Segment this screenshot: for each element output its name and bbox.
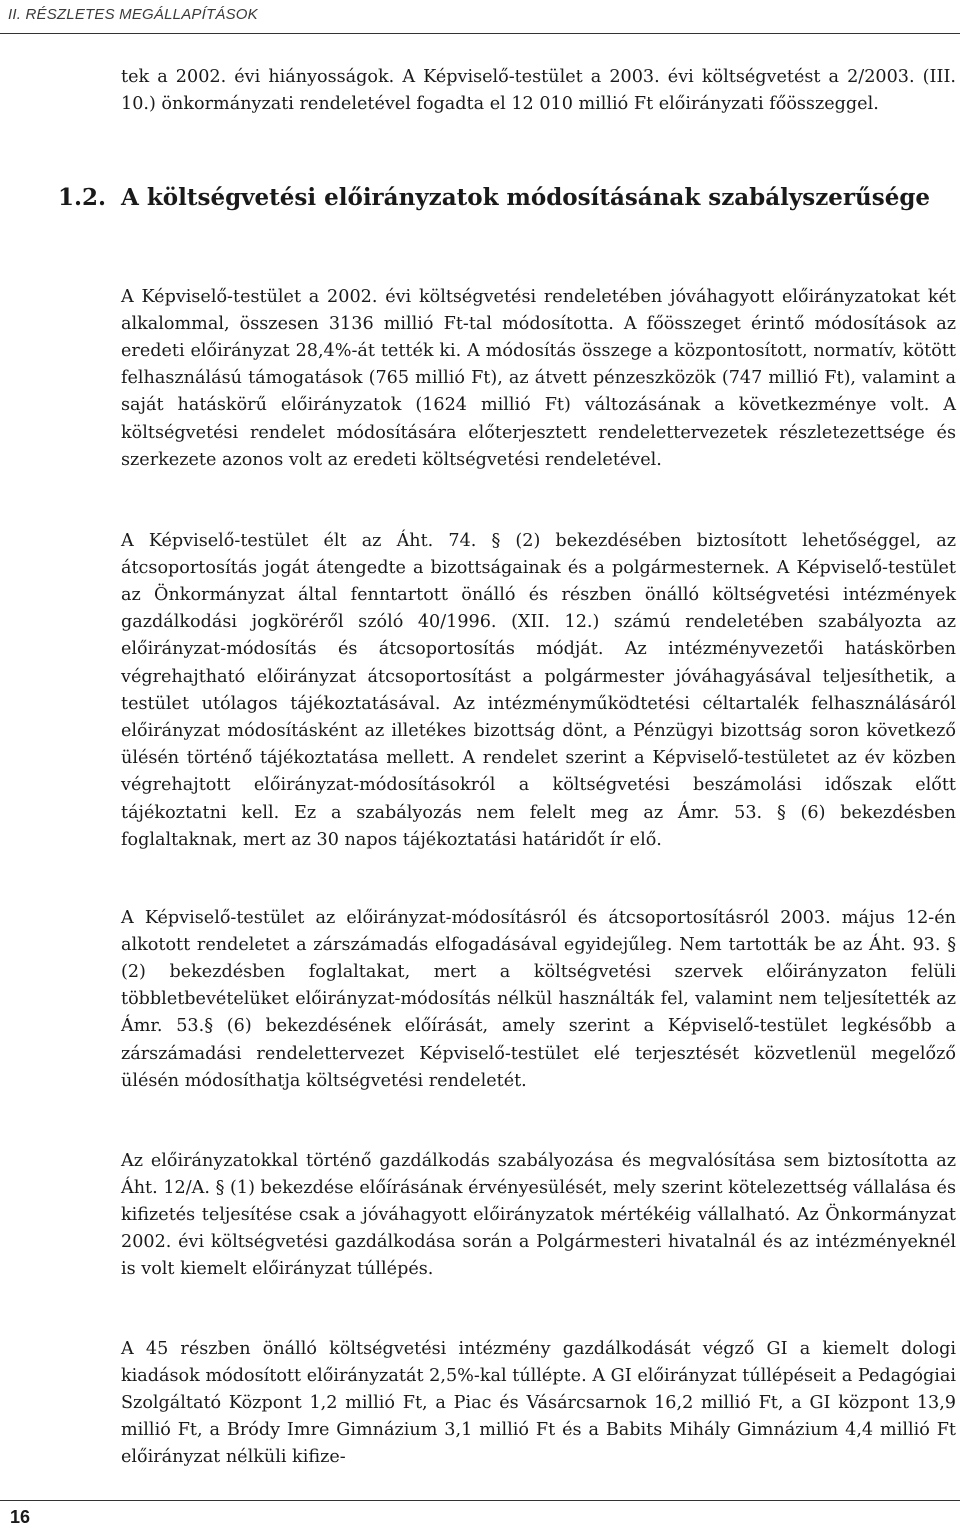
- section-heading: [58, 182, 958, 214]
- page-footer: [0, 1500, 960, 1535]
- paragraph-decree-2003: [121, 887, 956, 1113]
- page-number: 16: [10, 1507, 31, 1527]
- section-number: 1.2.: [58, 184, 107, 211]
- running-header: [0, 0, 960, 34]
- paragraph-reallocation-rights: [121, 510, 956, 872]
- section-title: A költségvetési előirányzatok módosításának szabályszerűsége: [121, 184, 931, 211]
- paragraph-appropriation-management: [121, 1130, 956, 1301]
- paragraph: A Képviselő-testület az előirányzat-módosításról és átcsoportosításról 2003. május 12-én alkotott rendeletet a zárszámadás elfogadásával egyidejűleg. Nem tartották be az Áht. 93. § (2) bekezdésben foglaltakat, mert a költségvetési szervek előirányzaton felüli többletbevételüket előirányzat-módosítás nélkül használták fel, valamint nem teljesítették az Ámr. 53.§ (6) bekezdésének előírását, amely szerint a Képviselő-testület legkésőbb a zárszámadási rendelettervezet Képviselő-testület elé terjesztését közvetlenül megelőző ülésén módosíthatja költségvetési rendeletét.: [121, 907, 956, 1091]
- paragraph-modifications: [121, 266, 956, 492]
- paragraph: A 45 részben önálló költségvetési intézmény gazdálkodását végző GI a kiemelt dologi kiadások módosított előirányzatát 2,5%-kal túllépte. A GI előirányzat túllépéseit a Pedagógiai Szolgáltató Központ 1,2 millió Ft, a Piac és Vásárcsarnok 16,2 millió Ft, a GI központ 13,9 millió Ft, a Bródy Imre Gimnázium 3,1 millió Ft és a Babits Mihály Gimnázium 4,4 millió Ft előirányzat nélküli kifize-: [121, 1338, 956, 1468]
- paragraph: A Képviselő-testület a 2002. évi költségvetési rendeletében jóváhagyott előirányzatokat két alkalommal, összesen 3136 millió Ft-tal módosította. A főösszeget érintő módosítások az eredeti előirányzat 28,4%-át tették ki. A módosítás összege a központosított, normatív, kötött felhasználású támogatások (765 millió Ft), az átvett pénzeszközök (747 millió Ft), valamint a saját hatáskörű előirányzatok (1624 millió Ft) változásának a következménye volt. A költségvetési rendelet módosítására előterjesztett rendelettervezetek részletezettsége és szerkezete azonos volt az eredeti költségvetési rendeletével.: [121, 286, 956, 470]
- section-label: II. RÉSZLETES MEGÁLLAPÍTÁSOK: [8, 6, 258, 23]
- intro-paragraph: tek a 2002. évi hiányosságok. A Képviselő-testület a 2003. évi költségvetést a 2/2003. (III. 10.) önkormányzati rendeletével fogadta el 12 010 millió Ft előirányzati főösszeggel.: [121, 67, 956, 115]
- paragraph: Az előirányzatokkal történő gazdálkodás szabályozása és megvalósítása sem biztosította az Áht. 12/A. § (1) bekezdése előírásának érvényesülését, mely szerint kötelezettség vállalása és kifizetés teljesítése csak a jóváhagyott előirányzatok mértékéig vállalható. Az Önkormányzat 2002. évi költségvetési gazdálkodása során a Polgármesteri hivatalnál és az intézményeknél is volt kiemelt előirányzat túllépés.: [121, 1150, 956, 1280]
- paragraph-gi-overrun: [121, 1318, 956, 1489]
- paragraph: A Képviselő-testület élt az Áht. 74. § (2) bekezdésében biztosított lehetőséggel, az átcsoportosítás jogát átengedte a bizottságainak és a polgármesternek. A Képviselő-testület az Önkormányzat által fenntartott önálló és részben önálló költségvetési intézmények gazdálkodási jogköréről szóló 40/1996. (XII. 12.) számú rendeletében szabályozta az előirányzat-módosítás és átcsoportosítás módját. Az intézményvezetői hatáskörben végrehajtható előirányzat átcsoportosítást a polgármester jóváhagyásával teljesíthetik, a testület utólagos tájékoztatásával. Az intézményműködtetési céltartalék felhasználásáról előirányzat módosításként az illetékes bizottság dönt, a Pénzügyi bizottság soron következő ülésén történő tájékoztatása mellett. A rendelet szerint a Képviselő-testületet az év közben végrehajtott előirányzat-módosításokról a költségvetési beszámolási időszak előtt tájékoztatni kell. Ez a szabályozás nem felelt meg az Ámr. 53. § (6) bekezdésben foglaltaknak, mert az 30 napos tájékoztatási határidőt ír elő.: [121, 530, 956, 850]
- intro-paragraph-block: [121, 64, 956, 118]
